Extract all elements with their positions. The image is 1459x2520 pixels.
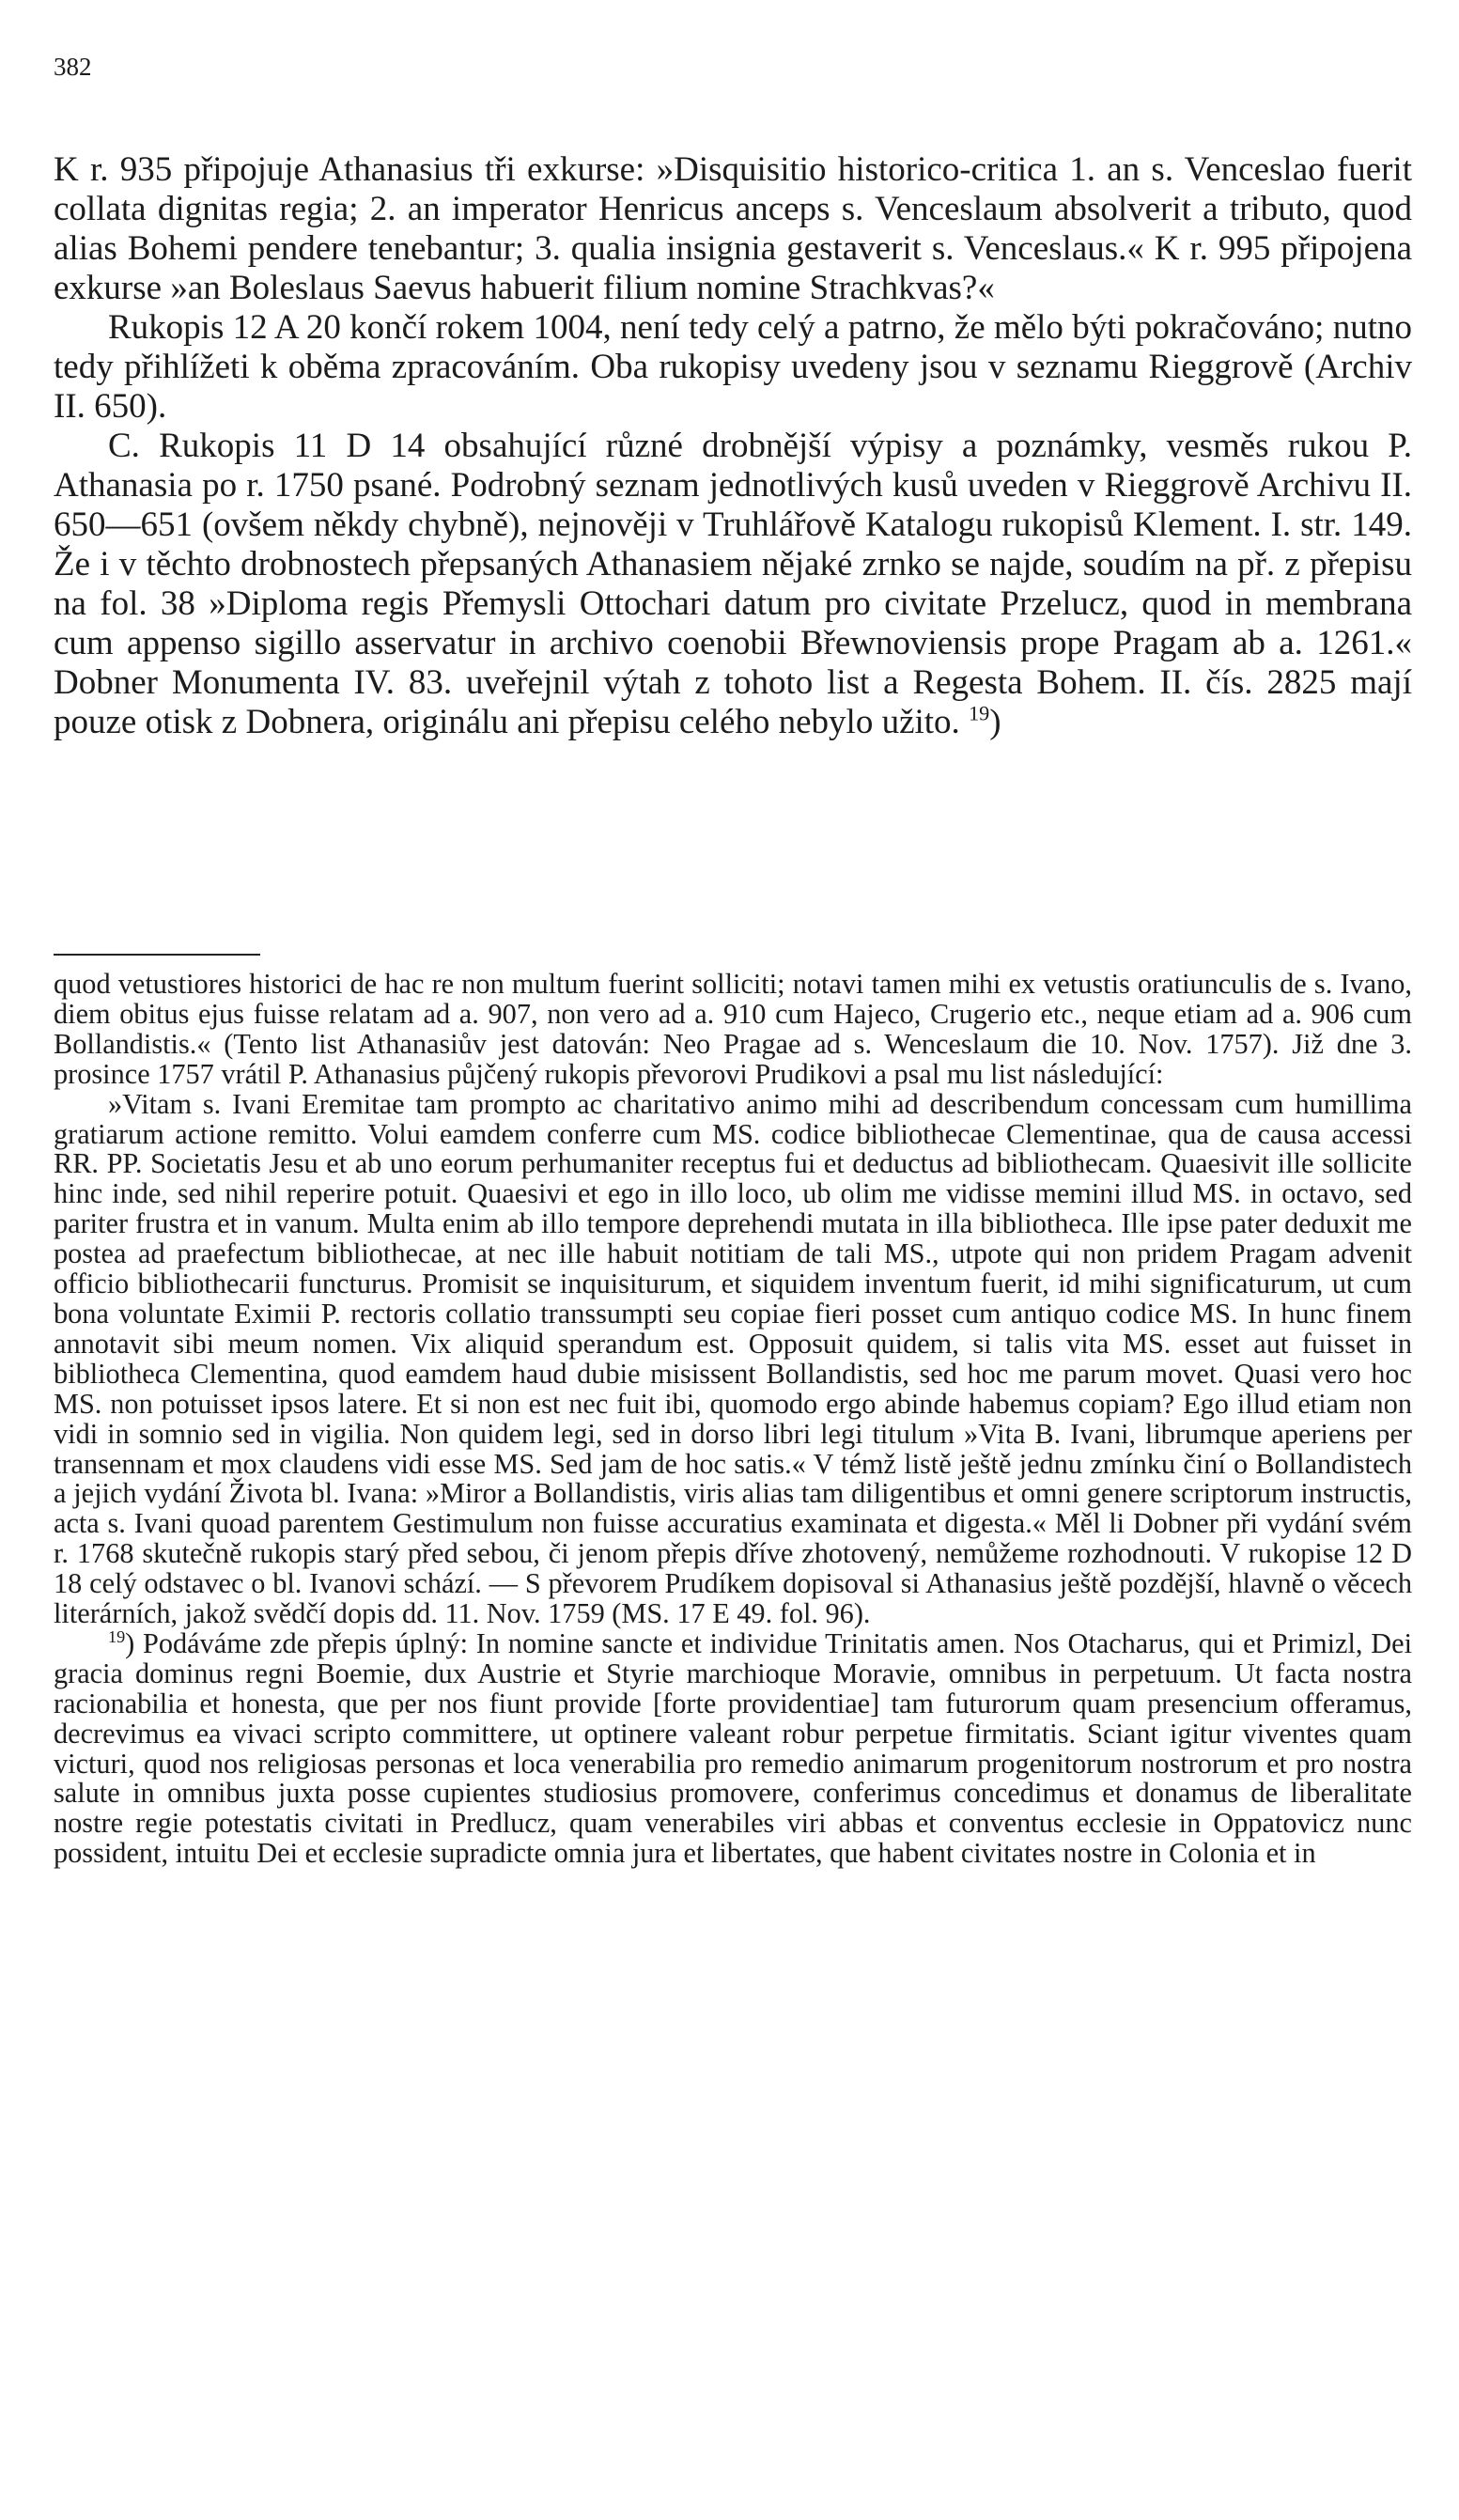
paragraph-3	[54, 427, 1412, 742]
footnote-19	[54, 1626, 1412, 1870]
footnote-continuation: quod vetustiores historici de hac re non multum fuerint solliciti; notavi tamen mihi ex vetustis oratiunculis de s. Ivano, diem obitus ejus fuisse relatam ad a. 907, non vero ad a. 910 cum Hajeco, Crugerio etc., neque etiam ad a. 906 cum Bollandistis.« (Tento list Athanasiův jest datován: Neo Pragae ad s. Wenceslaum die 10. Nov. 1757). Již dne 3. prosince 1757 vrátil P. Athanasius půjčený rukopis převorovi Prudikovi a psal mu list následující:	[54, 968, 1412, 1090]
footnotes	[54, 970, 1412, 1869]
footnote-19-paren: )	[125, 1626, 135, 1659]
main-text	[54, 150, 1412, 742]
footnote-ref-paren: )	[989, 703, 1001, 741]
footnote-19-mark: 19	[108, 1626, 126, 1646]
paragraph-2: Rukopis 12 A 20 končí rokem 1004, není tedy celý a patrno, že mělo býti pokračováno; nutno tedy přihlížeti k oběma zpracováním. Oba rukopisy uvedeny jsou v seznamu Rieggrově (Archiv II. 650).	[54, 308, 1412, 426]
footnote-separator	[54, 954, 260, 956]
paragraph-1: K r. 935 připojuje Athanasius tři exkurse: »Disquisitio historico-critica 1. an s. Venceslao fuerit collata dignitas regia; 2. an imperator Henricus anceps s. Venceslaum absolverit a tributo, quod alias Bohemi pendere tenebantur; 3. qualia insignia gestaverit s. Venceslaus.« K r. 995 připojena exkurse »an Boleslaus Saevus habuerit filium nomine Strachkvas?«	[54, 150, 1412, 307]
footnote-19-text: Podáváme zde přepis úplný: In nomine sancte et individue Trinitatis amen. Nos Otacharus, qui et Primizl, Dei gracia dominus regni Boemie, dux Austrie et Styrie marchioque Moravie, omnibus in perpetuum. Ut facta nostra racionabilia et honesta, que per nos fiunt provide [forte providentiae] tam futurorum quam presencium offeramus, decrevimus ea vivaci scripto committere, ut optinere valeant robur perpetue firmitatis. Sciant igitur viventes quam victuri, quod nos religiosas personas et loca venerabilia pro remedio animarum progenitorum nostrorum et pro nostra salute in omnibus juxta posse cupientes studiosius promovere, conferimus concedimus et donamus de liberalitate nostre regie potestatis civitati in Predlucz, quam venerabiles viri abbas et conventus ecclesie in Oppatovicz nunc possident, intuitu Dei et ecclesie supradicte omnia jura et libertates, que habent civitates nostre in Colonia et in	[54, 1626, 1412, 1870]
paragraph-3-text: C. Rukopis 11 D 14 obsahující různé drobnější výpisy a poznámky, vesměs rukou P. Athanasia po r. 1750 psané. Podrobný seznam jednotlivých kusů uveden v Rieggrově Archivu II. 650—651 (ovšem někdy chybně), nejnověji v Truhlářově Katalogu rukopisů Klement. I. str. 149. Že i v těchto drobnostech přepsaných Athanasiem nějaké zrnko se najde, soudím na př. z přepisu na fol. 38 »Diploma regis Přemysli Ottochari datum pro civitate Przelucz, quod in membrana cum appenso sigillo asservatur in archivo coenobii Břewnoviensis prope Pragam ab a. 1261.« Dobner Monumenta IV. 83. uveřejnil výtah z tohoto list a Regesta Bohem. II. čís. 2825 mají pouze otisk z Dobnera, originálu ani přepisu celého nebylo užito.	[54, 427, 1412, 741]
footnote-letter: »Vitam s. Ivani Eremitae tam prompto ac charitativo animo mihi ad describendum concessam cum humillima gratiarum actione remitto. Volui eamdem conferre cum MS. codice bibliothecae Clementinae, qua de causa accessi RR. PP. Societatis Jesu et ab uno eorum perhumaniter receptus fui et deductus ad bibliothecam. Quaesivit ille sollicite hinc inde, sed nihil reperire potuit. Quaesivi et ego in illo loco, ub olim me vidisse memini illud MS. in octavo, sed pariter frustra et in vanum. Multa enim ab illo tempore deprehendi mutata in illa bibliotheca. Ille ipse pater deduxit me postea ad praefectum bibliothecae, at nec ille habuit notitiam de tali MS., utpote qui non pridem Pragam advenit officio bibliothecarii functurus. Promisit se inquisiturum, et siquidem inventum fuerit, id mihi significaturum, ut cum bona voluntate Eximii P. rectoris collatio transsumpti seu copiae fieri posset cum antiquo codice MS. In hunc finem annotavit sibi meum nomen. Vix aliquid sperandum est. Opposuit quidem, si talis vita MS. esset aut fuisset in bibliotheca Clementina, quod eamdem haud dubie misissent Bollandistis, sed hoc me parum movet. Quasi vero hoc MS. non potuisset ipsos latere. Et si non est nec fuit ibi, quomodo ergo abinde habemus copiam? Ego illud etiam non vidi in somnio sed in vigilia. Non quidem legi, sed in dorso libri legi titulum »Vita B. Ivani, librumque aperiens per transennam et mox claudens vidi esse MS. Sed jam de hoc satis.« V témž listě ještě jednu zmínku činí o Bollandistech a jejich vydání Života bl. Ivana: »Miror a Bollandistis, viris alias tam diligentibus et omni genere scriptorum instructis, acta s. Ivani quoad parentem Gestimulum non fuisse accuratius examinata et digesta.« Měl li Dobner při vydání svém r. 1768 skutečně rukopis starý před sebou, či jenom přepis dříve zhotovený, nemůžeme rozhodnouti. V rukopise 12 D 18 celý odstavec o bl. Ivanovi schází. — S převorem Prudíkem dopisoval si Athanasius ještě pozdější, hlavně o věcech literárních, jakož svědčí dopis dd. 11. Nov. 1759 (MS. 17 E 49. fol. 96).	[54, 1087, 1412, 1630]
page-number: 382	[54, 53, 92, 81]
footnote-ref-19: 19	[969, 701, 990, 725]
